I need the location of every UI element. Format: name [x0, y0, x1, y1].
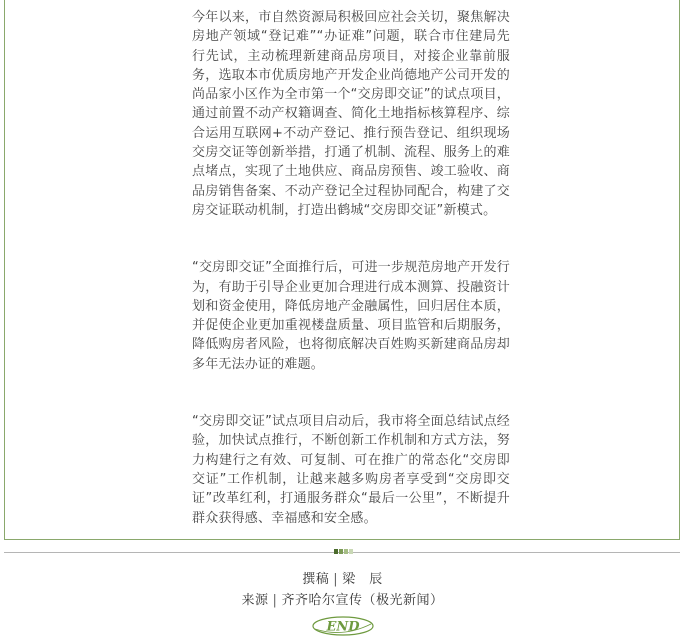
- source-name: 齐齐哈尔宣传（极光新闻）: [281, 593, 444, 608]
- article-frame: [4, 0, 680, 540]
- paragraph: “交房即交证”全面推行后，可进一步规范房地产开发行为，有助于引导企业更加合理进行成本测算、投融资计划和资金使用，降低房地产金融属性，回归居住本质，并促使企业更加重视楼盘质量、项目监管和后期服务，降低购房者风险，也将彻底解决百姓购买新建商品房却多年无法办证的难题。: [192, 260, 510, 372]
- author-credit: [0, 568, 685, 587]
- source-credit: [0, 589, 685, 608]
- credit-separator: |: [333, 572, 339, 587]
- end-text: END: [326, 619, 360, 635]
- article-body: [192, 8, 510, 528]
- section-divider: [4, 549, 680, 554]
- credit-separator: |: [272, 593, 278, 608]
- end-badge-icon: [311, 614, 375, 638]
- end-badge: [311, 614, 375, 638]
- paragraph: “交房即交证”试点项目启动后，我市将全面总结试点经验，加快试点推行，不断创新工作机制和方式方法，努力构建行之有效、可复制、可在推广的常态化“交房即交证”工作机制，让越来越多购房者享受到“交房即交证”改革红利，打通服务群众“最后一公里”，不断提升群众获得感、幸福感和安全感。: [192, 414, 510, 526]
- author-name: 梁 辰: [342, 572, 383, 587]
- divider-blocks-icon: [334, 549, 353, 554]
- source-label: 来源: [241, 593, 269, 608]
- paragraph: 今年以来，市自然资源局积极回应社会关切，聚焦解决房地产领域“登记难”“办证难”问题，联合市住建局先行先试，主动梳理新建商品房项目，对接企业靠前服务，选取本市优质房地产开发企业尚德地产公司开发的尚品家小区作为全市第一个“交房即交证”的试点项目，通过前置不动产权籍调查、简化土地指标核算程序、综合运用互联网+不动产登记、推行预告登记、组织现场交房交证等创新举措，打通了机制、流程、服务上的难点堵点，实现了土地供应、商品房预售、竣工验收、商品房销售备案、不动产登记全过程协同配合，构建了交房交证联动机制，打造出鹤城“交房即交证”新模式。: [192, 10, 510, 218]
- author-label: 撰稿: [302, 572, 330, 587]
